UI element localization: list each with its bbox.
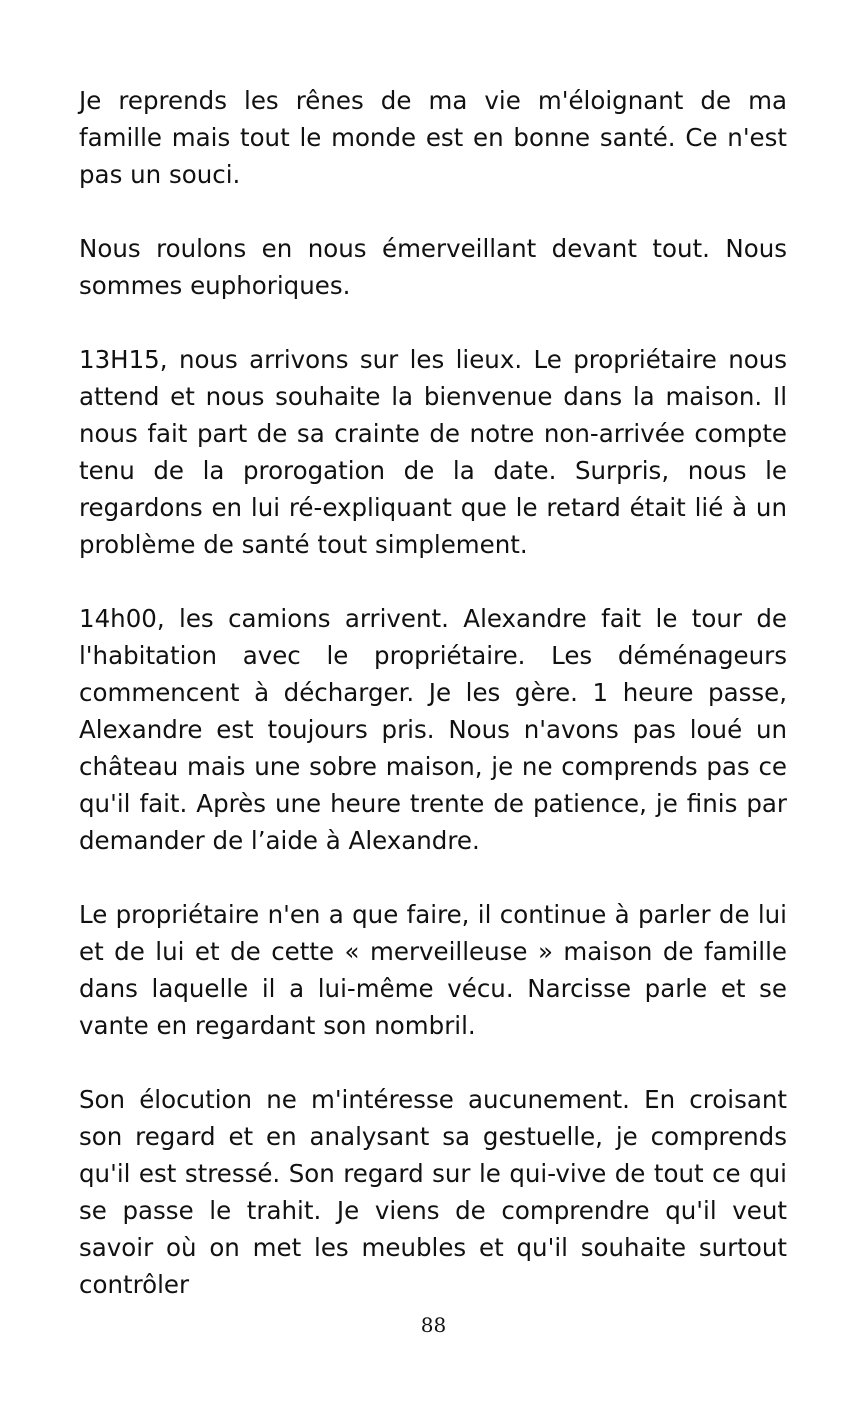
body-text (79, 82, 787, 1340)
paragraph-5: Le propriétaire n'en a que faire, il continue à parler de lui et de lui et de cette « merveilleuse » maison de famille dans laquelle il a lui-même vécu. Narcisse parle et se vante en regardant son nombril. (79, 900, 787, 1040)
paragraph-6: Son élocution ne m'intéresse aucunement. En croisant son regard et en analysant sa gestuelle, je comprends qu'il est stressé. Son regard sur le qui-vive de tout ce qui se passe le trahit. Je viens de comprendre qu'il veut savoir où on met les meubles et qu'il souhaite surtout contrôler (79, 1085, 787, 1299)
page-number: 88 (420, 1313, 447, 1337)
paragraph-4: 14h00, les camions arrivent. Alexandre fait le tour de l'habitation avec le propriétaire. Les déménageurs commencent à décharger. Je les gère. 1 heure passe, Alexandre est toujours pris. Nous n'avons pas loué un château mais une sobre maison, je ne comprends pas ce qu'il fait. Après une heure trente de patience, je finis par demander de l’aide à Alexandre. (79, 604, 787, 855)
paragraph-1: Je reprends les rênes de ma vie m'éloignant de ma famille mais tout le monde est en bonne santé. Ce n'est pas un souci. (79, 86, 787, 189)
paragraph-3: 13H15, nous arrivons sur les lieux. Le propriétaire nous attend et nous souhaite la bienvenue dans la maison. Il nous fait part de sa crainte de notre non-arrivée compte tenu de la prorogation de la date. Surpris, nous le regardons en lui ré-expliquant que le retard était lié à un problème de santé tout simplement. (79, 345, 787, 559)
paragraph-2: Nous roulons en nous émerveillant devant tout. Nous sommes euphoriques. (79, 234, 787, 300)
